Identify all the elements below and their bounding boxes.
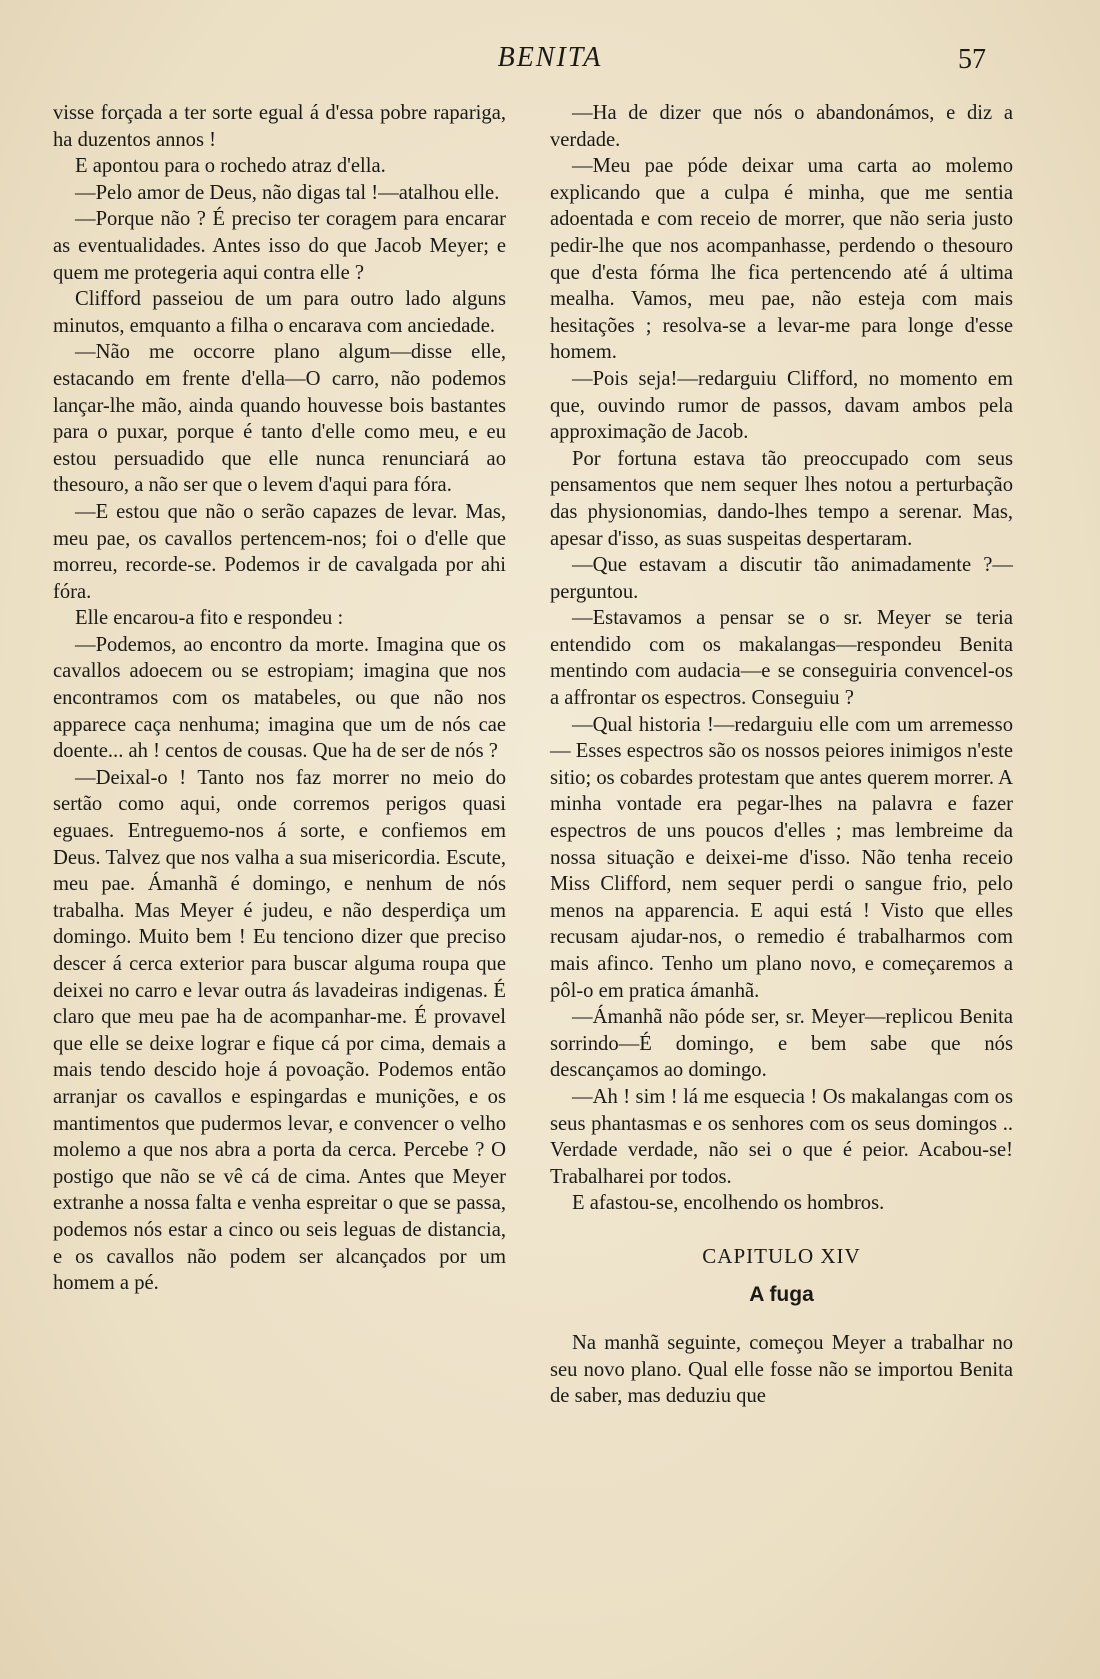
paragraph: —Deixal-o ! Tanto nos faz morrer no meio do sertão como aqui, onde corremos perigos quasi eguaes. Entreguemo-nos á sorte, e confiemos em Deus. Talvez que nos valha a sua misericordia. Escute, meu pae. Ámanhã é domingo, e nenhum de nós trabalha. Mas Meyer é judeu, e não desperdiça um domingo. Muito bem ! Eu tenciono dizer que preciso descer á cerca exterior para buscar alguma roupa que deixei no carro e levar outra ás lavadeiras indigenas. É claro que meu pae ha de acompanhar-me. É provavel que elle se deixe lograr e fique cá por cima, demais a mais tendo descido hoje á povoação. Podemos então arranjar os cavallos e espingardas e munições, e os mantimentos que pudermos levar, e convencer o velho molemo a que nos abra a porta da cerca. Percebe ? O postigo que não se vê cá de cima. Antes que Meyer extranhe a nossa falta e venha espreitar o que se passa, podemos nós estar a cinco ou seis leguas de distancia, e os cavallos não podem ser alcançados por um homem a pé. [53,766,506,1295]
paragraph: Elle encarou-a fito e respondeu : [75,607,344,630]
paragraph: —Ha de dizer que nós o abandonámos, e diz a verdade. [550,102,1013,151]
paragraph: —Pois seja!—redarguiu Clifford, no momento em que, ouvindo rumor de passos, davam ambos pela approximação de Jacob. [550,367,1013,444]
paragraph: —Ámanhã não póde ser, sr. Meyer—replicou Benita sorrindo—É domingo, e bem sabe que nós descançamos ao domingo. [550,1006,1013,1082]
paragraph: —Estavamos a pensar se o sr. Meyer se teria entendido com os makalangas—respondeu Benita mentindo com audacia—e se conseguiria convencel-os a affrontar os espectros. Conseguiu ? [550,607,1013,710]
paragraph: E afastou-se, encolhendo os hombros. [572,1192,885,1215]
running-title: BENITA [497,42,603,73]
left-column [53,100,506,1297]
running-header [0,42,1100,82]
paragraph: —E estou que não o serão capazes de levar. Mas, meu pae, os cavallos pertencem-nos; foi o d'elle que morreu, recorde-se. Podemos ir de cavalgada por ahi fóra. [53,500,506,603]
paragraph: —Qual historia !—redarguiu elle com um arremesso— Esses espectros são os nossos peiores inimigos n'este sitio; os cobardes protestam que antes querem morrer. A minha vontade era pegar-lhes na palavra e fazer espectros de uns poucos d'elles ; mas lembreime da nossa situação e deixei-me d'isso. Não tenha receio Miss Clifford, nem sequer perdi o sangue frio, pelo menos na apparencia. E aqui está ! Visto que elles recusam ajudar-nos, o remedio é trabalharmos com mais afinco. Tenho um plano novo, e começaremos a pôl-o em pratica ámanhã. [550,713,1013,1002]
paragraph: Na manhã seguinte, começou Meyer a trabalhar no seu novo plano. Qual elle fosse não se importou Benita de saber, mas deduziu que [550,1332,1013,1408]
paragraph: —Pelo amor de Deus, não digas tal !—atalhou elle. [75,181,500,204]
paragraph: Clifford passeiou de um para outro lado alguns minutos, emquanto a filha o encarava com anciedade. [53,288,506,337]
paragraph: E apontou para o rochedo atraz d'ella. [75,155,386,178]
paragraph: —Não me occorre plano algum—disse elle, estacando em frente d'ella—O carro, não podemos lançar-lhe mão, ainda quando houvesse bois bastantes para o puxar, porque é tanto d'elle como meu, e eu estou persuadido que elle nunca renunciará ao thesouro, a não ser que o levem d'aqui para fóra. [53,341,506,497]
right-column [550,100,1013,1410]
paragraph: —Meu pae póde deixar uma carta ao molemo explicando que a culpa é minha, que me sentia adoentada e com receio de morrer, que não seria justo pedir-lhe que nos acompanhasse, perdendo o thesouro que d'esta fórma lhe fica pertencendo até á ultima mealha. Vamos, meu pae, não esteja com mais hesitações ; resolva-se a levar-me para longe d'esse homem. [550,155,1013,364]
paragraph: Por fortuna estava tão preoccupado com seus pensamentos que nem sequer lhes notou a perturbação das physionomias, dando-lhes tempo a serenar. Mas, apesar d'isso, as suas suspeitas despertaram. [550,447,1013,550]
paragraph: —Podemos, ao encontro da morte. Imagina que os cavallos adoecem ou se estropiam; imagina que nos encontramos com os matabeles, ou que não nos apparece caça nenhuma; imagina que um de nós cae doente... ah ! centos de cousas. Que ha de ser de nós ? [53,633,506,763]
page-number: 57 [958,44,986,75]
paragraph: —Que estavam a discutir tão animadamente ?—perguntou. [550,554,1013,603]
chapter-title: A fuga [749,1282,814,1306]
chapter-number: CAPITULO XIV [702,1243,861,1268]
paragraph: visse forçada a ter sorte egual á d'essa pobre rapariga, ha duzentos annos ! [53,102,506,151]
paragraph: —Porque não ? É preciso ter coragem para encarar as eventualidades. Antes isso do que Jacob Meyer; e quem me protegeria aqui contra elle ? [53,208,506,284]
paragraph: —Ah ! sim ! lá me esquecia ! Os makalangas com os seus phantasmas e os senhores com os seus domingos .. Verdade verdade, não sei o que é peior. Acabou-se! Trabalharei por todos. [550,1085,1013,1188]
